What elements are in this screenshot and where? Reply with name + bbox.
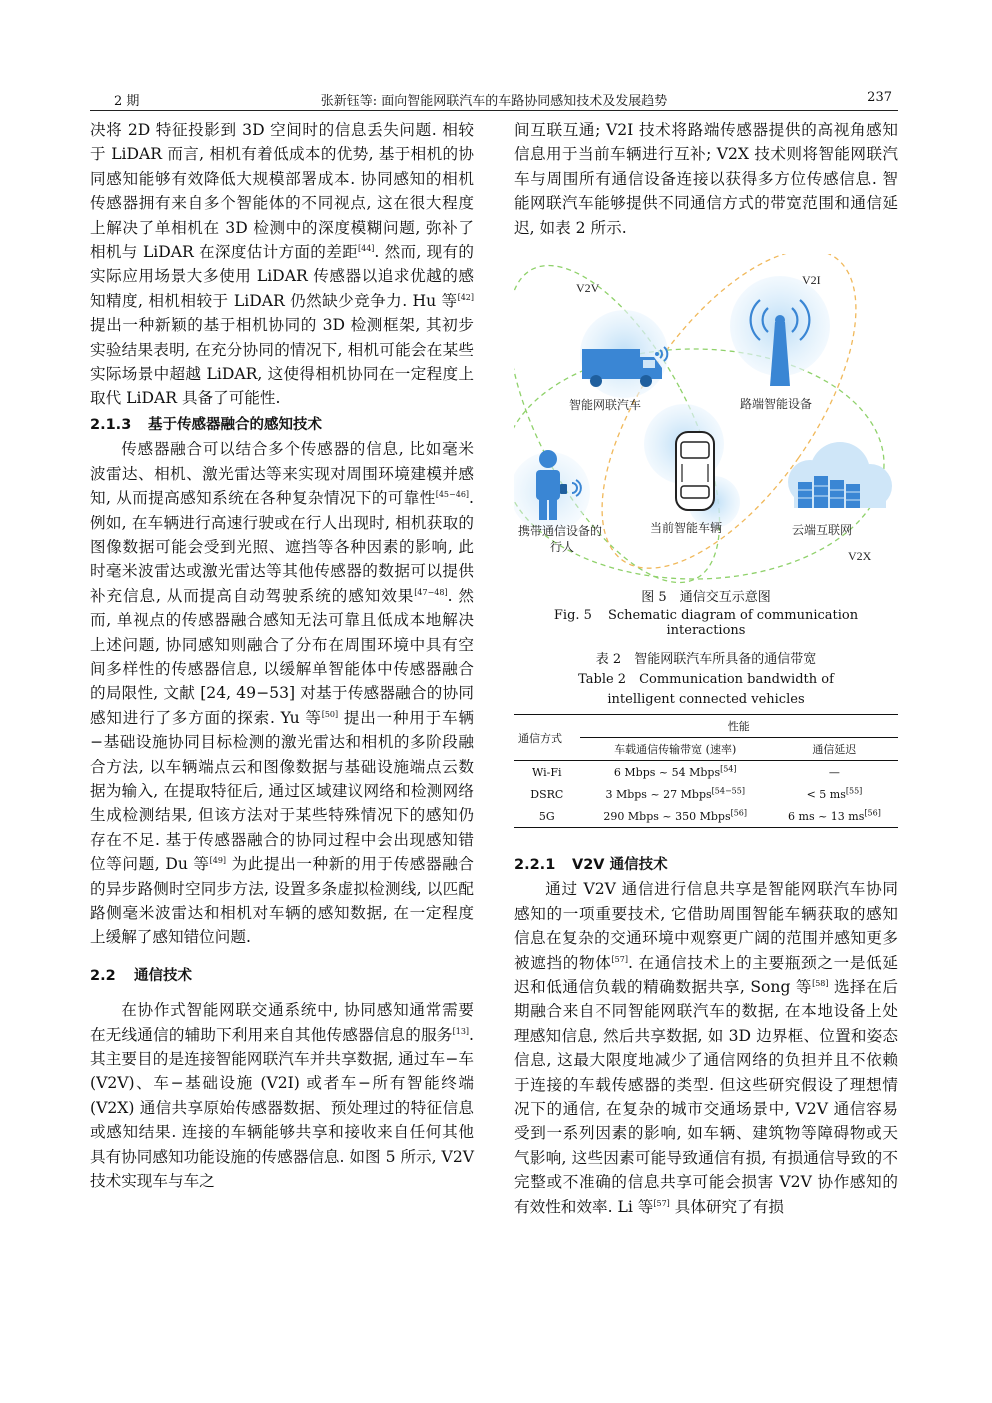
citation: [47−48] (414, 587, 448, 597)
citation: [58] (812, 978, 829, 988)
citation: [44] (357, 243, 375, 253)
header-mode: 通信方式 (514, 715, 580, 761)
table-row: Wi-Fi 6 Mbps ~ 54 Mbps[54] — (532, 763, 840, 779)
label-pedestrian: 携带通信设备的 (518, 524, 603, 538)
table-2-caption-cn: 表 2 智能网联汽车所具备的通信带宽 (595, 652, 817, 667)
truck-icon (580, 310, 668, 398)
table-row: 5G 290 Mbps ~ 350 Mbps[56] 6 ms ~ 13 ms[56] (514, 805, 898, 828)
citation: [45−46] (435, 489, 470, 499)
pedestrian-icon (514, 450, 590, 532)
citation: [49] (209, 856, 227, 865)
right-column-bottom (514, 853, 898, 1219)
label-pedestrian-2: 行人 (550, 540, 575, 554)
figure-5 (514, 254, 898, 584)
header-latency: 通信延迟 (771, 738, 898, 761)
table-2-caption-en-2: intelligent connected vehicles (607, 692, 805, 707)
table-header-row (514, 715, 898, 738)
label-roadside-device: 路端智能设备 (740, 397, 813, 411)
label-cloud: 云端互联网 (792, 523, 853, 537)
section-heading-2-1-3: 2.1.3 基于传感器融合的感知技术 (90, 416, 322, 433)
table-2-caption-en-1: Table 2 Communication bandwidth of (578, 672, 834, 687)
paragraph: 在协作式智能网联交通系统中, 协同感知通常需要在无线通信的辅助下利用来自其他传感器信息的服务[13]. 其主要目的是连接智能网联汽车并共享数据, 通过车−车 (V2V)、车−基础设施 (V2I) 或者车−所有智能终端 (V2X) 通信共享原始传感器数据、预处理过的特征信息或感知结果. 连接的车辆能够共享和接收来自任何其他具有协同感知功能设施的传感器信息. 如图 5 所示, V2V 技术实现车与车之 (90, 1001, 474, 1191)
citation: [57] (653, 1198, 670, 1208)
citation: [42] (457, 292, 474, 302)
header-bandwidth: 车载通信传输带宽 (速率) (580, 738, 771, 761)
citation: [57] (611, 954, 628, 964)
label-ego-vehicle: 当前智能车辆 (650, 521, 723, 535)
label-smart-vehicle: 智能网联汽车 (569, 398, 642, 412)
section-heading-2-2-1: 2.2.1 V2V 通信技术 (514, 857, 668, 873)
section-heading-2-2: 2.2 通信技术 (90, 967, 192, 984)
paragraph: 通过 V2V 通信进行信息共享是智能网联汽车协同感知的一项重要技术, 它借助周围智能车辆获取的感知信息在复杂的交通环境中观察更广阔的范围并感知更多被遮挡的物体[57]. 在通信技术上的主要瓶颈之一是低延迟和低通信负载的精确数据共享, Song 等[58] 选择在后期融合来自不同智能网联汽车的数据, 在本地设备上处理感知信息, 然后共享数据, 如 3D 边界框、位置和姿态信息, 这最大限度地减少了通信网络的负担并且不依赖于连接的车载传感器的类型. 但这些研究假设了理想情况下的通信, 在复杂的城市交通场景中, V2V 通信容易受到一系列因素的影响, 如车辆、建筑物等障碍物或天气影响, 这些因素可能导致通信有损, 有损通信导致的不完整或不准确的信息共享可能会损害 V2V 协作感知的有效性和效率. Li 等[57] 具体研究了有损 (514, 880, 898, 1216)
label-v2v: V2V (576, 281, 600, 295)
tower-icon (730, 276, 830, 386)
citation: [50] (321, 709, 339, 719)
label-v2x: V2X (848, 549, 872, 563)
right-column-top (514, 118, 898, 240)
citation: [13] (452, 1026, 470, 1036)
table-2 (514, 714, 898, 828)
header-performance: 性能 (580, 715, 898, 738)
label-v2i: V2I (802, 273, 821, 287)
ego-car-icon (644, 404, 740, 528)
issue-number: 2 期 (114, 94, 140, 109)
running-title: 张新钰等: 面向智能网联汽车的车路协同感知技术及发展趋势 (320, 94, 668, 109)
communication-diagram (514, 254, 898, 584)
table-row: DSRC 3 Mbps ~ 27 Mbps[54−55] < 5 ms[55] (530, 785, 863, 801)
paragraph: 间互联互通; V2I 技术将路端传感器提供的高视角感知信息用于当前车辆进行互补; V2X 技术则将智能网联汽车与周围所有通信设备连接以获得多方位传感信息. 智能网联汽车能够提供不同通信方式的带宽范围和通信延迟, 如表 2 所示. (514, 121, 898, 237)
left-column (90, 118, 474, 1193)
running-header (90, 86, 898, 111)
figure-5-caption-en: Fig. 5 Schematic diagram of communication interactions (553, 608, 859, 638)
cloud-icon (788, 442, 892, 508)
paragraph: 决将 2D 特征投影到 3D 空间时的信息丢失问题. 相较于 LiDAR 而言, 相机有着低成本的优势, 基于相机的协同感知能够有效降低大规模部署成本. 协同感知的相机传感器拥有来自多个智能体的不同视点, 这在很大程度上解决了单相机在 3D 检测中的深度模糊问题, 弥补了相机与 LiDAR 在深度估计方面的差距[44]. 然而, 现有的实际应用场景大多使用 LiDAR 传感器以追求优越的感知精度, 相机相较于 LiDAR 仍然缺少竞争力. Hu 等[42] 提出一种新颖的基于相机协同的 3D 检测框架, 其初步实验结果表明, 在充分协同的情况下, 相机可能会在某些实际场景中超越 LiDAR, 这使得相机协同在一定程度上取代 LiDAR 具备了可能性. (90, 121, 475, 408)
page-number: 237 (867, 90, 892, 105)
paragraph: 传感器融合可以结合多个传感器的信息, 比如毫米波雷达、相机、激光雷达等来实现对周围环境建模并感知, 从而提高感知系统在各种复杂情况下的可靠性[45−46]. 例如, 在车辆进行高速行驶或在行人出现时, 相机获取的图像数据可能会受到光照、遮挡等各种因素的影响, 此时毫米波雷达或激光雷达等其他传感器的数据可以提供补充信息, 从而提高自动驾驶系统的感知效果[47−48]. 然而, 单视点的传感器融合感知无法可靠且低成本地解决上述问题, 协同感知则融合了分布在周围环境中具有空间多样性的传感器信息, 以缓解单智能体中传感器融合的局限性, 文献 [24, 49−53] 对基于传感器融合的协同感知进行了多方面的探索. Yu 等[50] 提出一种用于车辆−基础设施协同目标检测的激光雷达和相机的多阶段融合方法, 以车辆端点云和图像数据与基础设施端点云数据为输入, 在提取特征后, 通过区域建议网络和检测网络生成检测结果, 但该方法对于某些特殊情况下的感知仍存在不足. 基于传感器融合的协同过程中会出现感知错位等问题, Du 等[49] 为此提出一种新的用于传感器融合的异步路侧时空同步方法, 设置多条虚拟检测线, 以匹配路侧毫米波雷达和相机对车辆的感知数据, 在一定程度上缓解了感知错位问题. (90, 440, 474, 947)
figure-5-caption-cn: 图 5 通信交互示意图 (641, 590, 771, 605)
